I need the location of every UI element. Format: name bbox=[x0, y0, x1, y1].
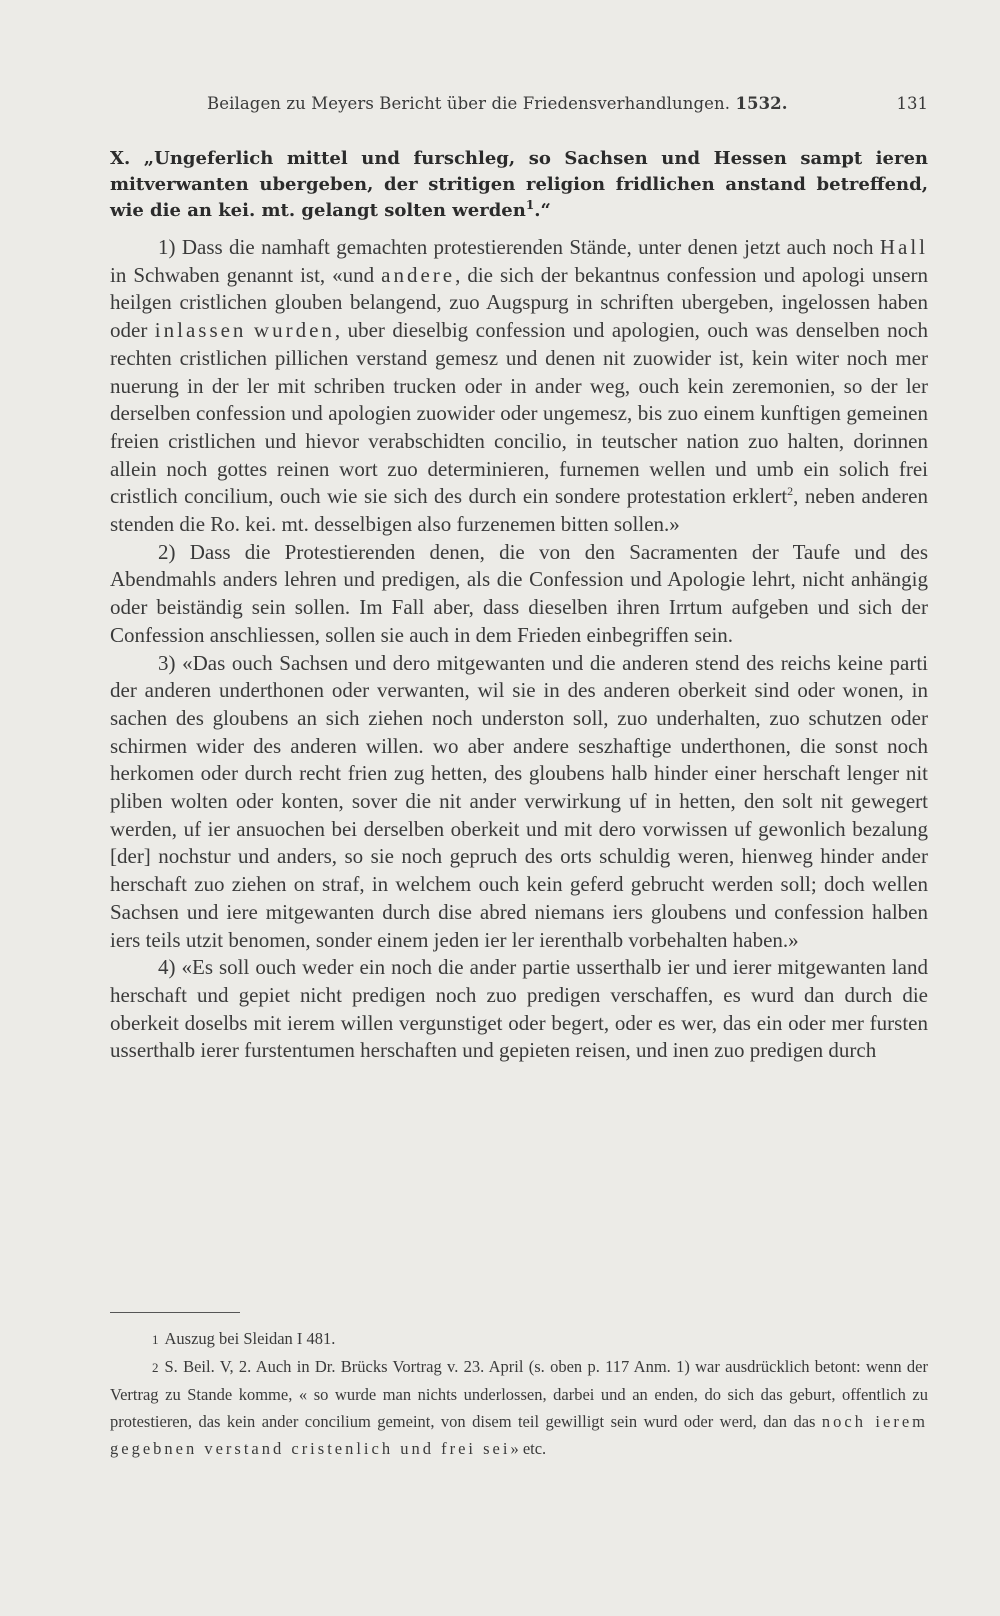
footnote-2-text-a: S. Beil. V, 2. Auch in Dr. Brücks Vortrag v. 23. April (s. oben p. 117 Anm. 1) war ausdrücklich betont: wenn der Vertrag zu Stande komme, « so wurde man nichts underlossen, darbei und an enden, do sich das geburt, offentlich zu protestieren, das kein ander concilium gemeint, von disem teil gewilligt sein wurd oder werd, dan das bbox=[110, 1357, 928, 1431]
paragraph-1 bbox=[110, 234, 928, 539]
footnote-1 bbox=[110, 1325, 928, 1353]
footnote-ref-2[interactable]: 2 bbox=[787, 484, 794, 499]
p1-d: , uber dieselbig confession und apologien, ouch was denselben noch rechten cristlichen pillichen verstand gemesz und denen nit zuowider ist, kein witer noch mer nuerung in der ler mit schriben trucken oder in ander weg, ouch kein zeremonien, so der ler derselben confession und apologien zuowider oder ungemesz, bis zuo einem kunftigen gemeinen freien cristlichen und hievor verabschidten concilio, in teutscher nation zuo halten, dorinnen allein noch gottes reinen wort zuo determinieren, furnemen wellen und umb ein solich frei cristlich concilium, ouch wie sie sich des durch ein sondere protestation erklert bbox=[110, 318, 929, 509]
running-head-year: 1532. bbox=[735, 94, 788, 113]
p1-inlassen: inlassen bbox=[154, 318, 247, 343]
section-heading-text: X. „Ungeferlich mittel und furschleg, so Sachsen und Hessen sampt ieren mitverwanten ubergeben, der stritigen religion fridlichen anstand betreffend, wie die an kei. mt. gelangt solten werden bbox=[110, 148, 928, 221]
paragraph-4: 4) «Es soll ouch weder ein noch die ander partie usserthalb ier und ierer mitgewanten land herschaft und gepiet nicht predigen noch zuo predigen verschaffen, es wurd dan durch die oberkeit doselbs mit ierem willen vergunstiget oder begert, oder es wer, das ein oder mer fursten usserthalb ierer furstentumen herschaften und gepieten reisen, und inen zuo predigen durch bbox=[110, 955, 928, 1063]
p1-wurden: wurden bbox=[253, 318, 335, 343]
p1-b: in Schwaben genannt ist, «und bbox=[110, 262, 382, 287]
footnote-rule bbox=[110, 1312, 240, 1313]
p1-e: , neben anderen stenden die Ro. kei. mt. desselbigen also furzenemen bitten sollen.» bbox=[110, 484, 928, 537]
footnote-2-text-b: » etc. bbox=[510, 1439, 547, 1458]
footnote-1-mark: 1 bbox=[152, 1332, 159, 1347]
p1-c: , die sich der bekantnus confession und apologi unsern heilgen cristlichen glouben belangend, zuo Augspurg in schriften ubergeben, ingelossen haben oder bbox=[110, 262, 928, 343]
section-heading bbox=[110, 146, 928, 224]
paragraph-3: 3) «Das ouch Sachsen und dero mitgewanten und die anderen stend des reichs keine parti der anderen underthonen oder verwanten, wil sie in des anderen oberkeit sind oder wonen, in sachen des gloubens an sich ziehen noch underston soll, zuo underhalten, zuo schutzen oder schirmen wider des anderen willen. wo aber andere seszhaftige underthonen, die sonst noch herkomen oder durch recht frien zug hetten, des gloubens halb hinder einer herschaft lenger nit pliben wolten oder konten, sover die nit ander verwirkung uf in hetten, den solt nit gewegert werden, uf ier ansuochen bei derselben oberkeit und mit dero vorwissen uf gewonlich bezalung [der] nochstur und anders, so sie noch gepruch des orts schuldig weren, hienweg hinder ander herschaft zuo ziehen on straf, in welchem ouch kein geferd gebrucht werden soll; doch wellen Sachsen und iere mitgewanten durch dise abred niemans iers gloubens und confession halben iers teils utzit benomen, sonder einem jeden ier ler ierenthalb vorbehalten haben.» bbox=[110, 650, 928, 952]
p1-andere: andere bbox=[381, 262, 456, 287]
footnote-1-text: Auszug bei Sleidan I 481. bbox=[164, 1329, 336, 1348]
p1-hall: Hall bbox=[879, 235, 928, 259]
main-text bbox=[110, 234, 928, 1065]
running-head-text: Beilagen zu Meyers Bericht über die Friedensverhandlungen. bbox=[207, 94, 731, 113]
footnote-ref-1[interactable]: 1 bbox=[525, 198, 535, 212]
paragraph-2: 2) Dass die Protestierenden denen, die von den Sacramenten der Taufe und des Abendmahls anders lehren und predigen, als die Confession und Apologie lehrt, nicht anhängig oder beiständig sein sollen. Im Fall aber, dass dieselben ihren Irrtum aufgeben und sich der Confession anschliessen, sollen sie auch in dem Frieden einbegriffen sein. bbox=[110, 539, 928, 647]
p1-a: 1) Dass die namhaft gemachten protestierenden Stände, unter denen jetzt auch noch bbox=[158, 235, 880, 259]
footnote-2-mark: 2 bbox=[152, 1360, 159, 1375]
page-number: 131 bbox=[896, 94, 928, 113]
footnotes bbox=[110, 1325, 928, 1462]
section-heading-close: .“ bbox=[534, 200, 551, 221]
running-head-title bbox=[207, 94, 788, 113]
p1-space bbox=[246, 318, 253, 342]
footnote-2 bbox=[110, 1353, 928, 1462]
footnote-2-spaced: noch ierem gegebnen verstand cristenlich und frei sei bbox=[110, 1412, 928, 1458]
